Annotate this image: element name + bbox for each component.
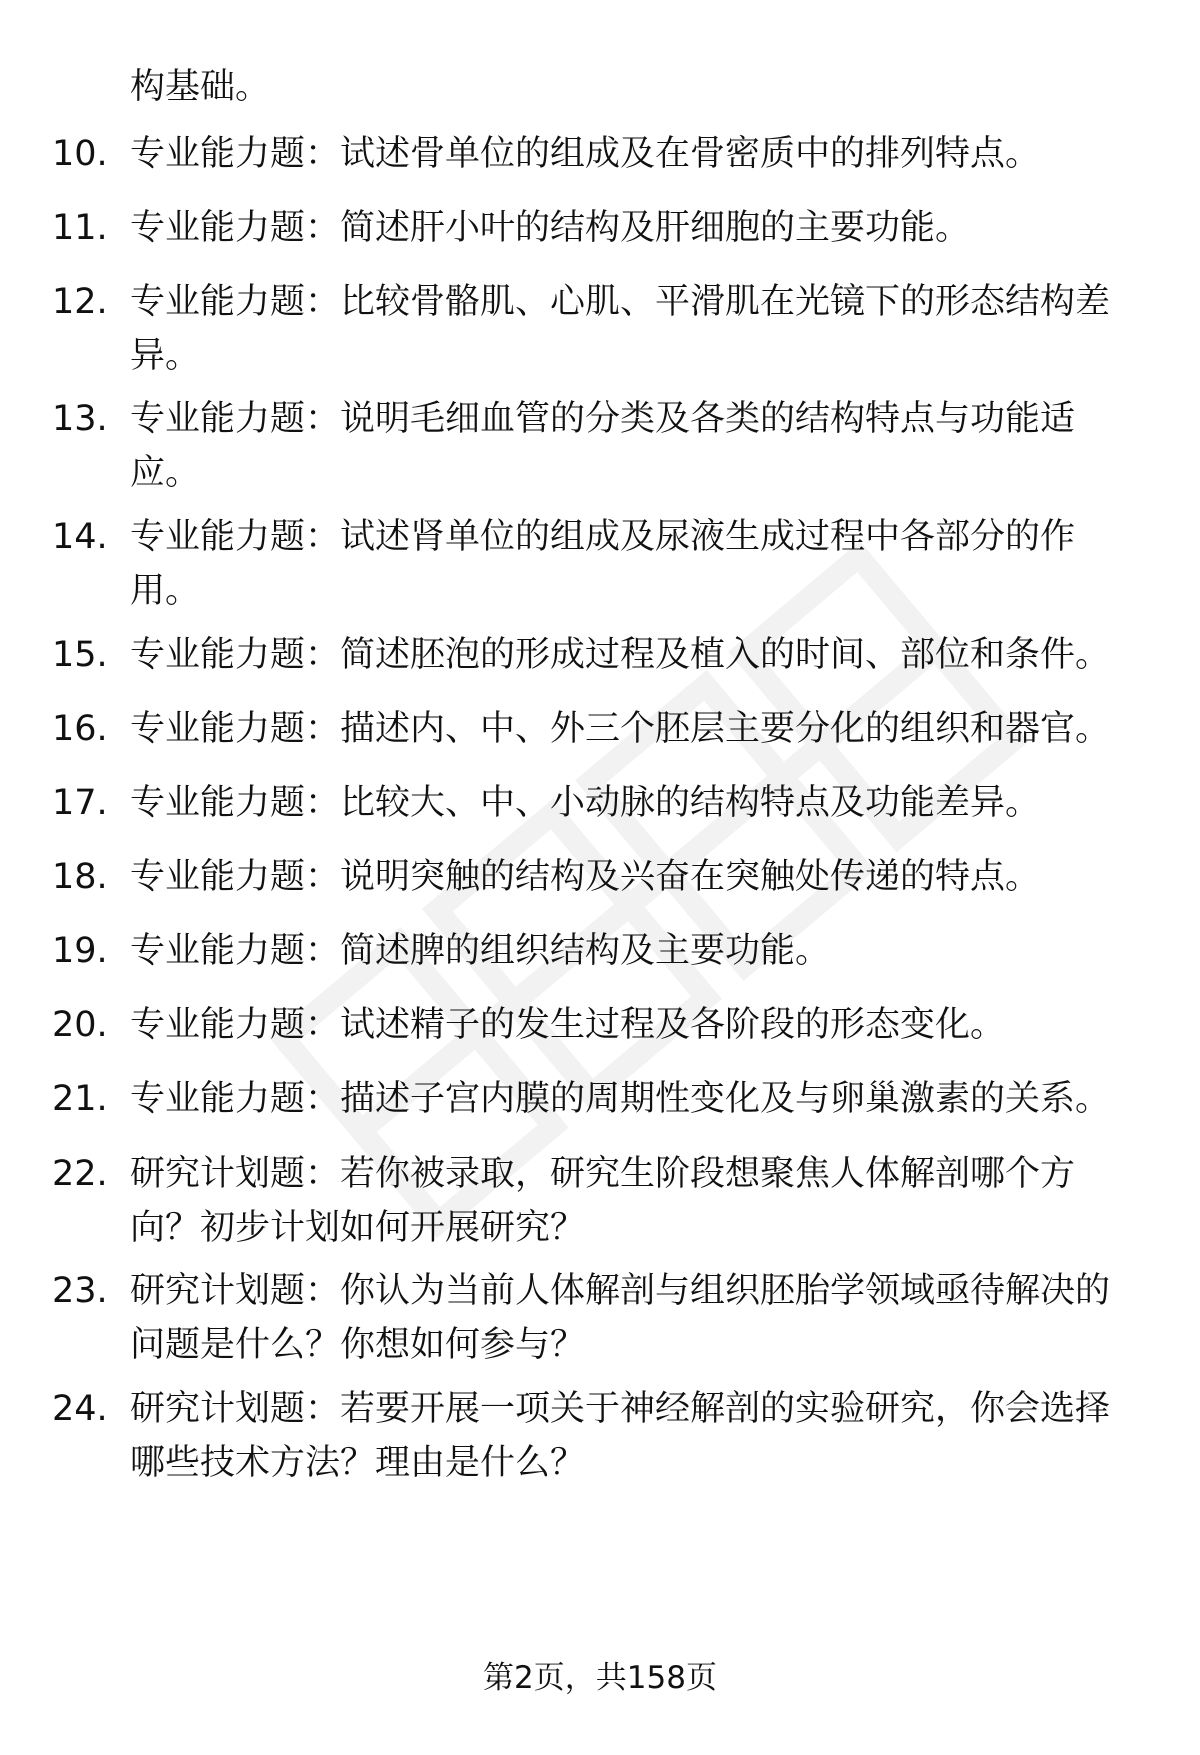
- question-text: 专业能力题：比较大、中、小动脉的结构特点及功能差异。: [130, 783, 1041, 823]
- question-number: 10.: [52, 134, 108, 174]
- question-text: 专业能力题：比较骨骼肌、心肌、平滑肌在光镜下的形态结构差异。: [130, 282, 1111, 376]
- question-text: 专业能力题：简述脾的组织结构及主要功能。: [130, 931, 831, 971]
- question-number: 13.: [52, 399, 108, 439]
- question-number: 24.: [52, 1389, 108, 1429]
- question-text: 专业能力题：描述内、中、外三个胚层主要分化的组织和器官。: [130, 709, 1111, 749]
- question-text: 专业能力题：说明突触的结构及兴奋在突触处传递的特点。: [130, 857, 1041, 897]
- question-number: 19.: [52, 931, 108, 971]
- question-number: 21.: [52, 1079, 108, 1119]
- question-text: 专业能力题：简述胚泡的形成过程及植入的时间、部位和条件。: [130, 635, 1111, 675]
- page-footer: 第2页，共158页: [483, 1660, 717, 1696]
- question-number: 23.: [52, 1271, 108, 1311]
- question-text: 专业能力题：说明毛细血管的分类及各类的结构特点与功能适应。: [130, 399, 1076, 493]
- question-number: 18.: [52, 857, 108, 897]
- question-text: 研究计划题：你认为当前人体解剖与组织胚胎学领域亟待解决的问题是什么？你想如何参与？: [130, 1271, 1111, 1365]
- question-number: 14.: [52, 517, 108, 557]
- question-text: 专业能力题：试述肾单位的组成及尿液生成过程中各部分的作用。: [130, 517, 1076, 611]
- question-text: 专业能力题：简述肝小叶的结构及肝细胞的主要功能。: [130, 208, 971, 248]
- question-text: 研究计划题：若你被录取，研究生阶段想聚焦人体解剖哪个方向？初步计划如何开展研究？: [130, 1154, 1076, 1248]
- continuation-text: 构基础。: [130, 67, 271, 107]
- question-number: 16.: [52, 709, 108, 749]
- question-text: 专业能力题：试述骨单位的组成及在骨密质中的排列特点。: [130, 134, 1041, 174]
- question-number: 20.: [52, 1005, 108, 1045]
- question-text: 研究计划题：若要开展一项关于神经解剖的实验研究，你会选择哪些技术方法？理由是什么？: [130, 1389, 1111, 1483]
- question-number: 12.: [52, 282, 108, 322]
- question-number: 11.: [52, 208, 108, 248]
- question-number: 15.: [52, 635, 108, 675]
- question-number: 22.: [52, 1154, 108, 1194]
- question-text: 专业能力题：试述精子的发生过程及各阶段的形态变化。: [130, 1005, 1006, 1045]
- question-number: 17.: [52, 783, 108, 823]
- question-text: 专业能力题：描述子宫内膜的周期性变化及与卵巢激素的关系。: [130, 1079, 1111, 1119]
